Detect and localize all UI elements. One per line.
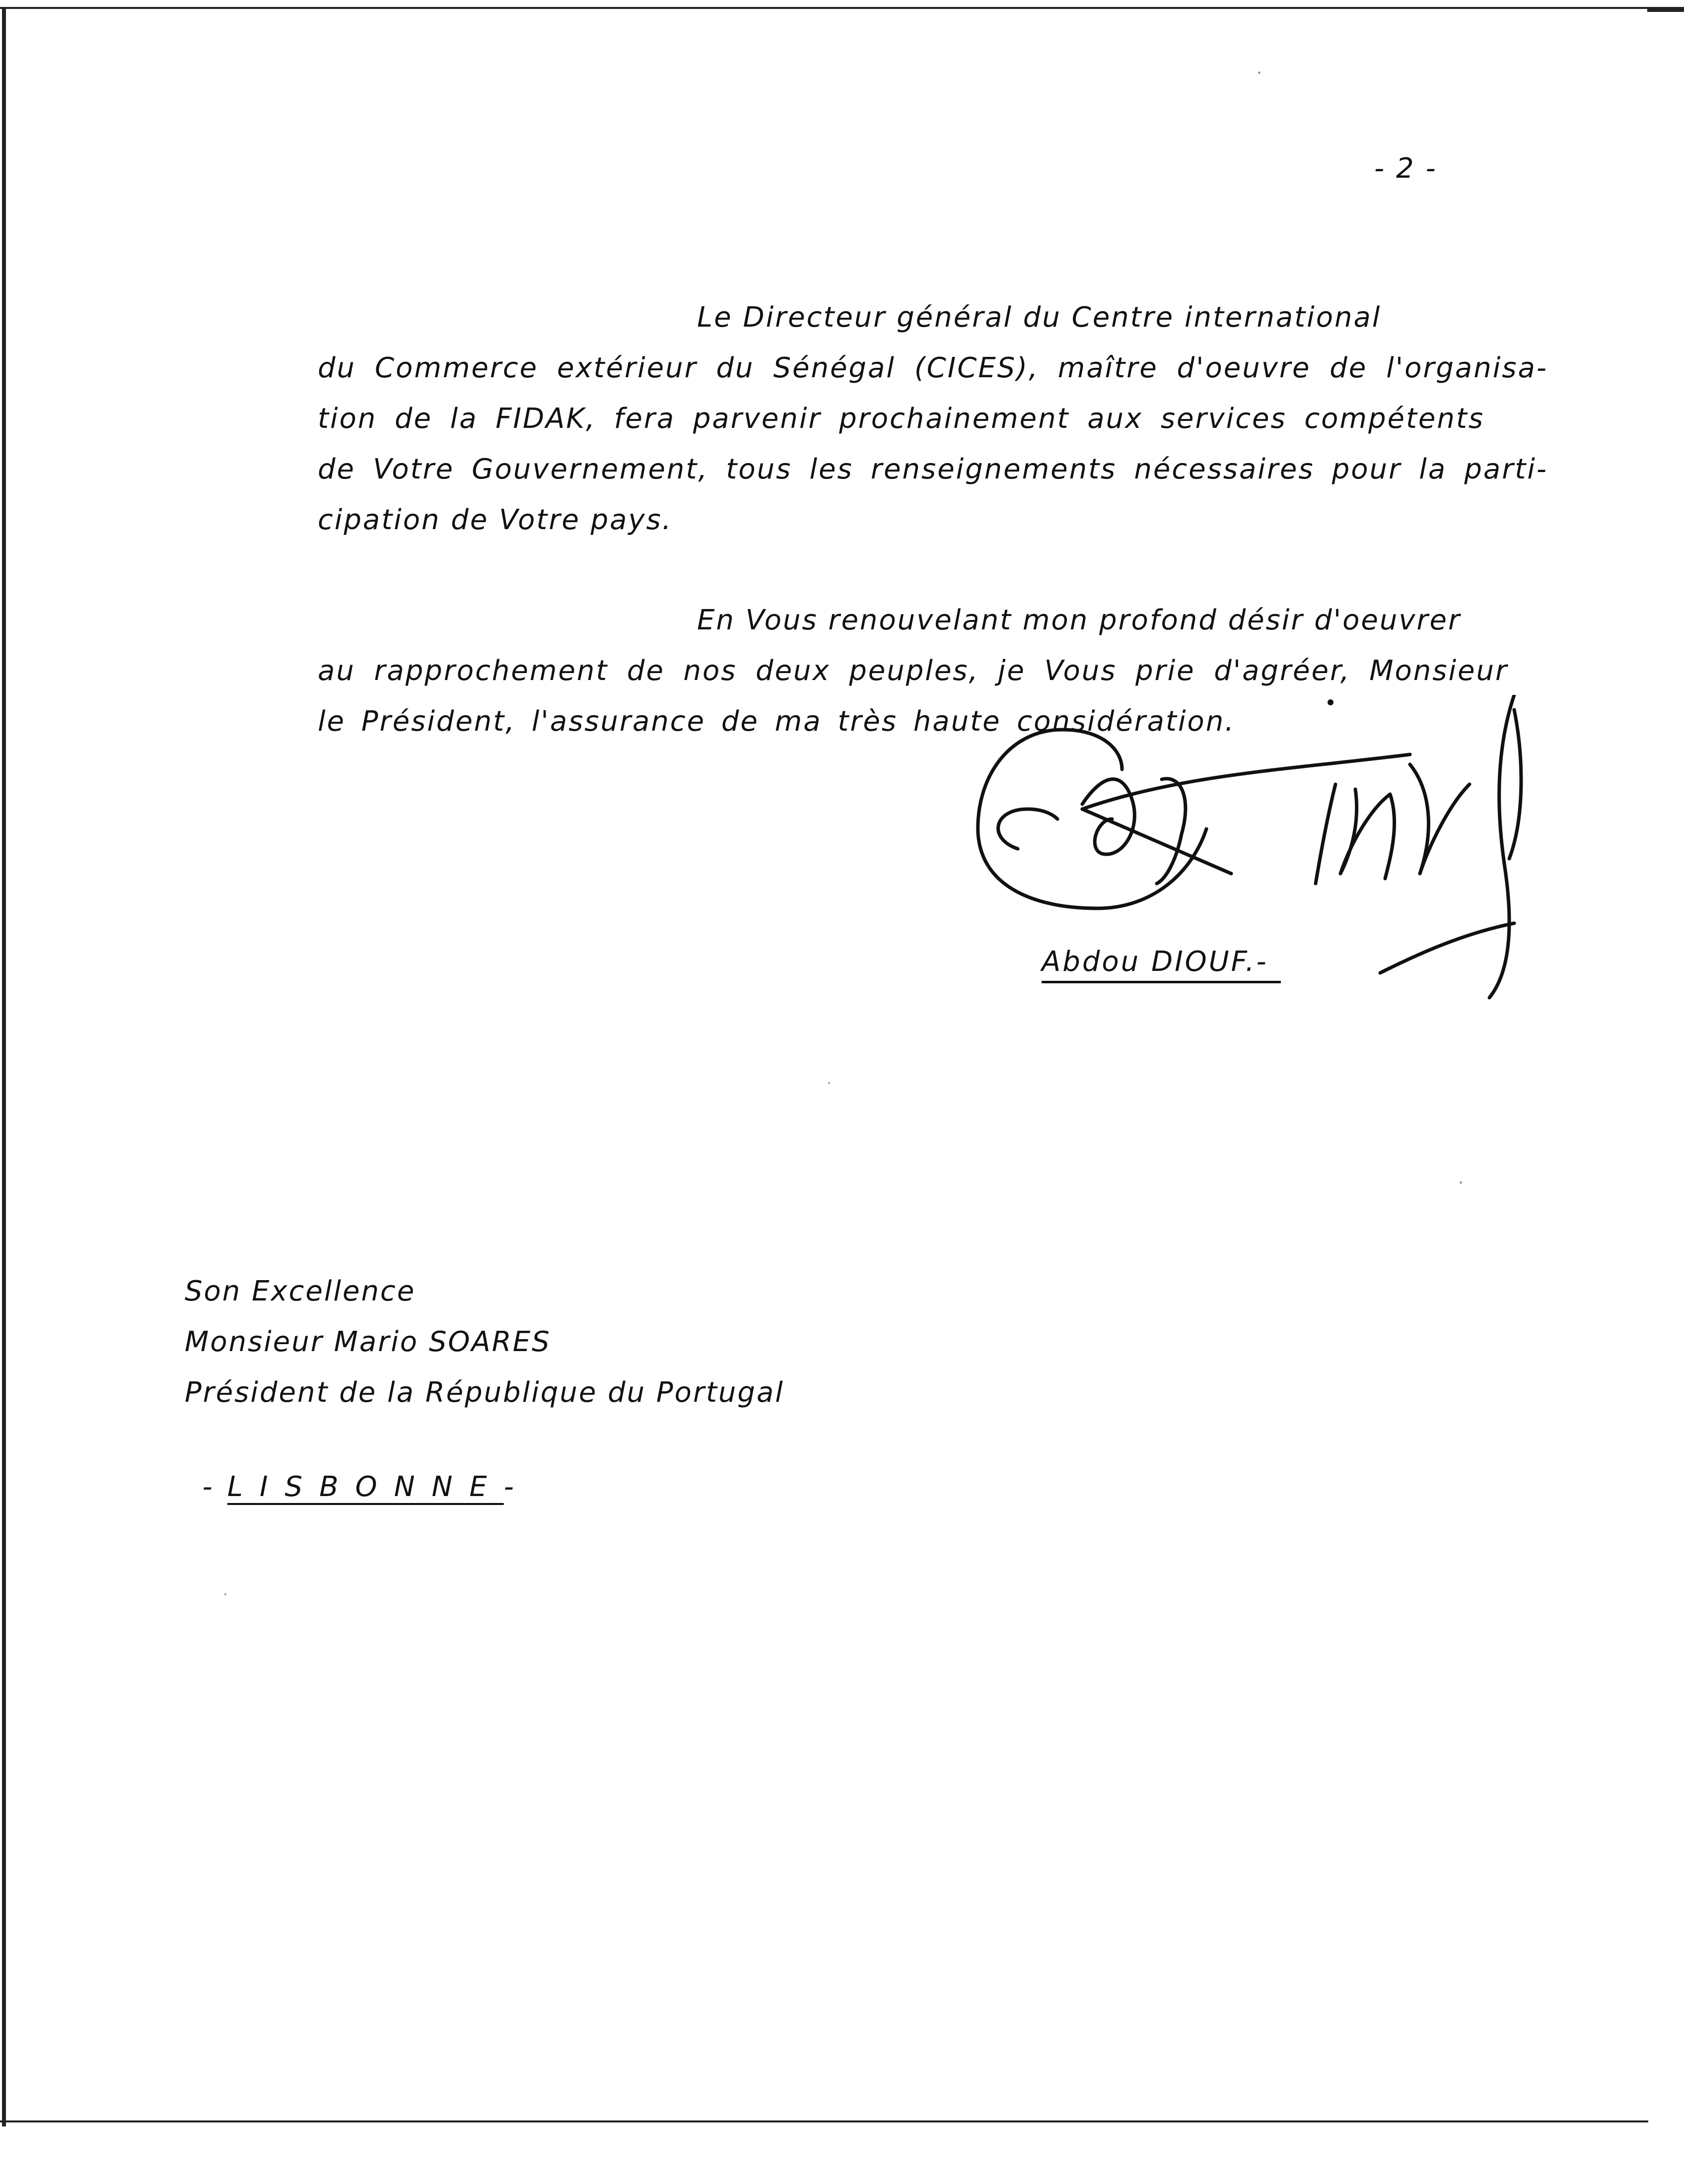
addressee-line-3: Président de la République du Portugal <box>185 1376 784 1409</box>
city-suffix: - <box>503 1471 514 1503</box>
signature-name: Abdou DIOUF.- <box>1042 946 1268 978</box>
paragraph1-line-3: tion de la FIDAK, fera parvenir prochainement aux services compétents <box>318 403 1484 435</box>
addressee-city <box>185 1445 514 1501</box>
top-right-edge-mark <box>1647 7 1684 12</box>
bottom-edge-line <box>0 2120 1648 2122</box>
paragraph2-line-2: au rapprochement de nos deux peuples, je Vous prie d'agréer, Monsieur <box>318 655 1508 687</box>
left-edge-line <box>2 7 6 2126</box>
signature-underline <box>1042 981 1281 983</box>
paragraph1-line-1: Le Directeur général du Centre international <box>697 301 1382 334</box>
paragraph1-line-2: du Commerce extérieur du Sénégal (CICES), maître d'oeuvre de l'organisa- <box>318 352 1548 384</box>
paragraph2-line-1: En Vous renouvelant mon profond désir d'oeuvrer <box>697 604 1461 636</box>
scan-speck <box>1258 71 1261 74</box>
page-number: - 2 - <box>1374 152 1437 185</box>
scan-speck <box>828 1082 830 1084</box>
paragraph2-line-3: le Président, l'assurance de ma très haute considération. <box>318 705 1235 738</box>
addressee-line-1: Son Excellence <box>185 1275 416 1307</box>
top-edge-line <box>0 7 1684 9</box>
paragraph1-line-4: de Votre Gouvernement, tous les renseignements nécessaires pour la parti- <box>318 453 1548 485</box>
addressee-line-2: Monsieur Mario SOARES <box>185 1326 551 1358</box>
scan-speck <box>224 1593 226 1595</box>
scan-speck <box>1460 1181 1462 1184</box>
city-name: LISBONNE <box>227 1471 504 1503</box>
paragraph1-line-5: cipation de Votre pays. <box>318 504 673 536</box>
city-prefix: - <box>202 1471 212 1503</box>
